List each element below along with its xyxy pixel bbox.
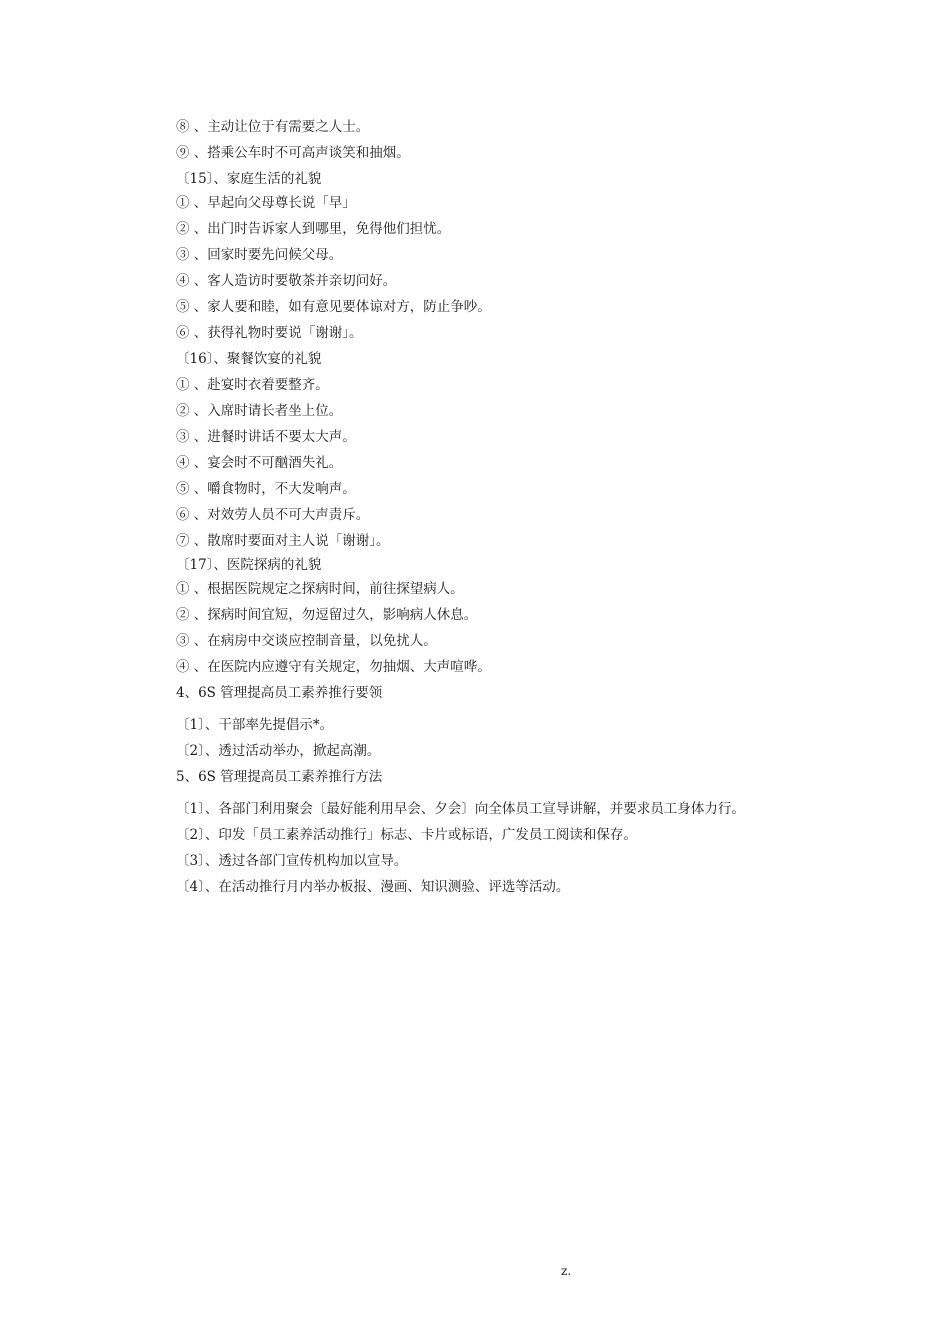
list-item: ③ 、回家时要先问候父母。 <box>176 247 343 263</box>
list-item: ① 、早起向父母尊长说「早」 <box>176 195 356 211</box>
list-item: ① 、根据医院规定之探病时间，前往探望病人。 <box>176 581 464 597</box>
list-item: 〔2〕、透过活动举办，掀起高潮。 <box>176 743 381 759</box>
list-item: ① 、赴宴时衣着要整齐。 <box>176 377 329 393</box>
list-item: ③ 、进餐时讲话不要太大声。 <box>176 429 356 445</box>
document-body <box>176 114 876 900</box>
list-item: ② 、探病时间宜短，勿逗留过久，影响病人休息。 <box>176 607 478 623</box>
section-heading: 〔16〕、聚餐饮宴的礼貌 <box>176 351 322 367</box>
page-footer: z. <box>561 1264 572 1278</box>
list-item: ⑤ 、嚼食物时，不大发响声。 <box>176 481 356 497</box>
list-item: 〔4〕、在活动推行月内举办板报、漫画、知识测验、评选等活动。 <box>176 879 570 895</box>
list-item: ⑦ 、散席时要面对主人说「谢谢」。 <box>176 533 390 549</box>
section-heading: 4、6S 管理提高员工素养推行要领 <box>176 685 383 701</box>
list-item: ④ 、宴会时不可酗酒失礼。 <box>176 455 343 471</box>
list-item: ⑤ 、家人要和睦，如有意见要体谅对方，防止争吵。 <box>176 299 491 315</box>
list-item: ④ 、在医院内应遵守有关规定，勿抽烟、大声喧哗。 <box>176 659 491 675</box>
section-heading: 〔15〕、家庭生活的礼貌 <box>176 171 322 187</box>
list-item: ⑨ 、搭乘公车时不可高声谈笑和抽烟。 <box>176 145 410 161</box>
list-item: 〔1〕、各部门利用聚会〔最好能利用早会、夕会〕向全体员工宣导讲解，并要求员工身体力行。 <box>176 801 745 817</box>
section-heading: 〔17〕、医院探病的礼貌 <box>176 557 322 573</box>
list-item: ⑥ 、对效劳人员不可大声责斥。 <box>176 507 370 523</box>
list-item: ④ 、客人造访时要敬茶并亲切问好。 <box>176 273 397 289</box>
list-item: ③ 、在病房中交谈应控制音量，以免扰人。 <box>176 633 437 649</box>
list-item: ② 、出门时告诉家人到哪里，免得他们担忧。 <box>176 221 451 237</box>
list-item: 〔3〕、透过各部门宣传机构加以宣导。 <box>176 853 408 869</box>
list-item: 〔2〕、印发「员工素养活动推行」标志、卡片或标语，广发员工阅读和保存。 <box>176 827 637 843</box>
list-item: ⑥ 、获得礼物时要说「谢谢」。 <box>176 325 363 341</box>
section-heading: 5、6S 管理提高员工素养推行方法 <box>176 769 383 785</box>
list-item: ② 、入席时请长者坐上位。 <box>176 403 343 419</box>
list-item: 〔1〕、干部率先提倡示*。 <box>176 717 334 733</box>
list-item: ⑧ 、主动让位于有需要之人士。 <box>176 119 370 135</box>
